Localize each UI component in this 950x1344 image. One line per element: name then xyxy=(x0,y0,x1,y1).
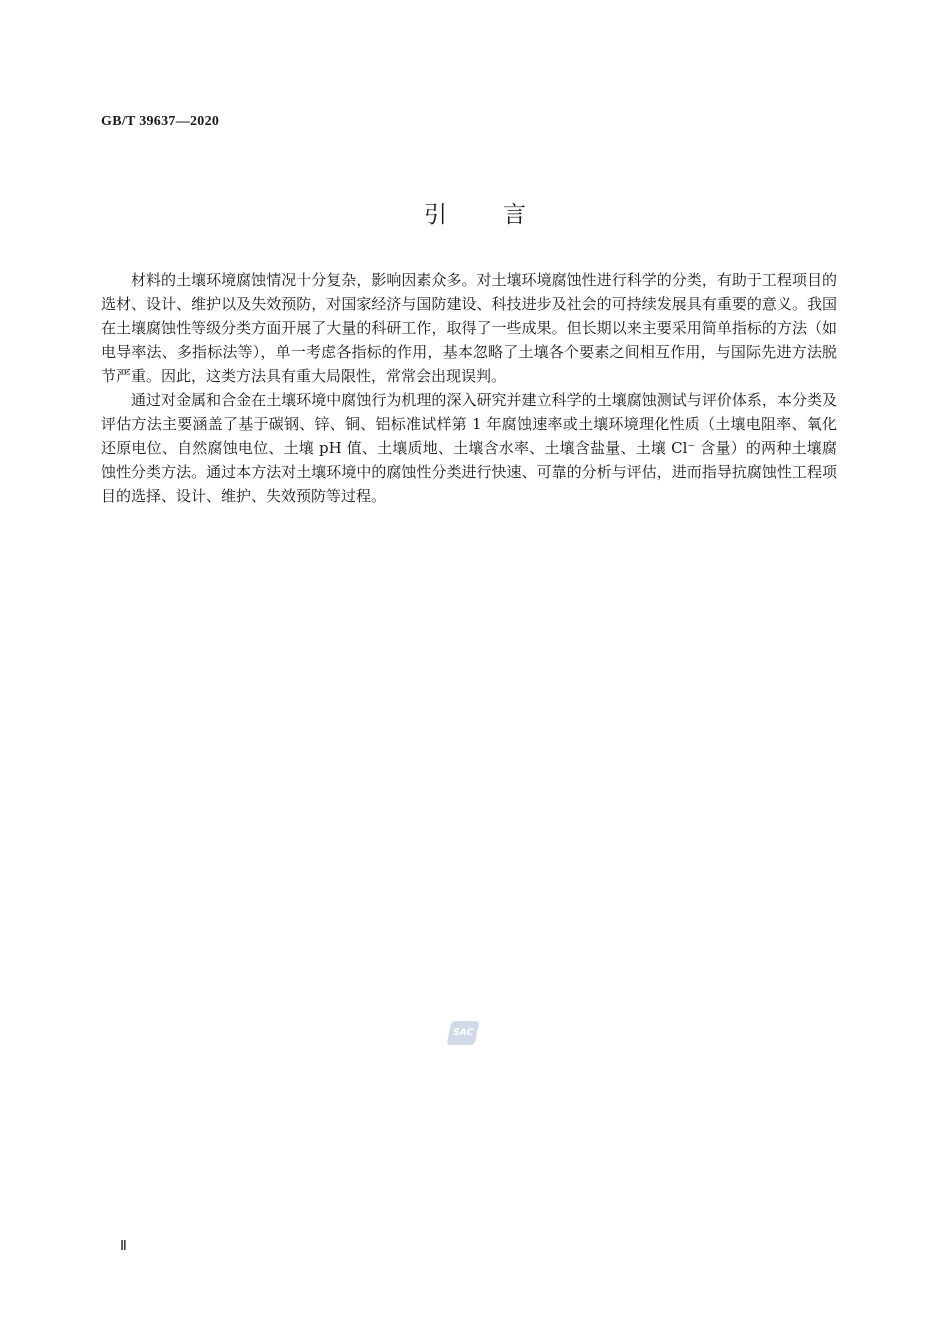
watermark-text: SAC xyxy=(451,1028,475,1038)
paragraph-2: 通过对金属和合金在土壤环境中腐蚀行为机理的深入研究并建立科学的土壤腐蚀测试与评价体系，本分类及评估方法主要涵盖了基于碳钢、锌、铜、铝标准试样第 1 年腐蚀速率或土壤环境理化性质（土壤电阻率、氧化还原电位、自然腐蚀电位、土壤 pH 值、土壤质地、土壤含水率、土壤含盐量、土壤 Cl⁻ 含量）的两种土壤腐蚀性分类方法。通过本方法对土壤环境中的腐蚀性分类进行快速、可靠的分析与评估，进而指导抗腐蚀性工程项目的选择、设计、维护、失效预防等过程。 xyxy=(101,391,837,505)
introduction-body xyxy=(101,268,837,508)
sac-watermark-logo xyxy=(446,1021,479,1045)
page-title: 引言 xyxy=(424,202,582,228)
paragraph-1: 材料的土壤环境腐蚀情况十分复杂，影响因素众多。对土壤环境腐蚀性进行科学的分类，有助于工程项目的选材、设计、维护以及失效预防，对国家经济与国防建设、科技进步及社会的可持续发展具有重要的意义。我国在土壤腐蚀性等级分类方面开展了大量的科研工作，取得了一些成果。但长期以来主要采用简单指标的方法（如电导率法、多指标法等），单一考虑各指标的作用，基本忽略了土壤各个要素之间相互作用，与国际先进方法脱节严重。因此，这类方法具有重大局限性，常常会出现误判。 xyxy=(101,271,837,385)
standard-number-text: GB/T 39637—2020 xyxy=(101,114,220,129)
standard-number xyxy=(101,113,219,130)
page-number: Ⅱ xyxy=(120,1239,127,1254)
